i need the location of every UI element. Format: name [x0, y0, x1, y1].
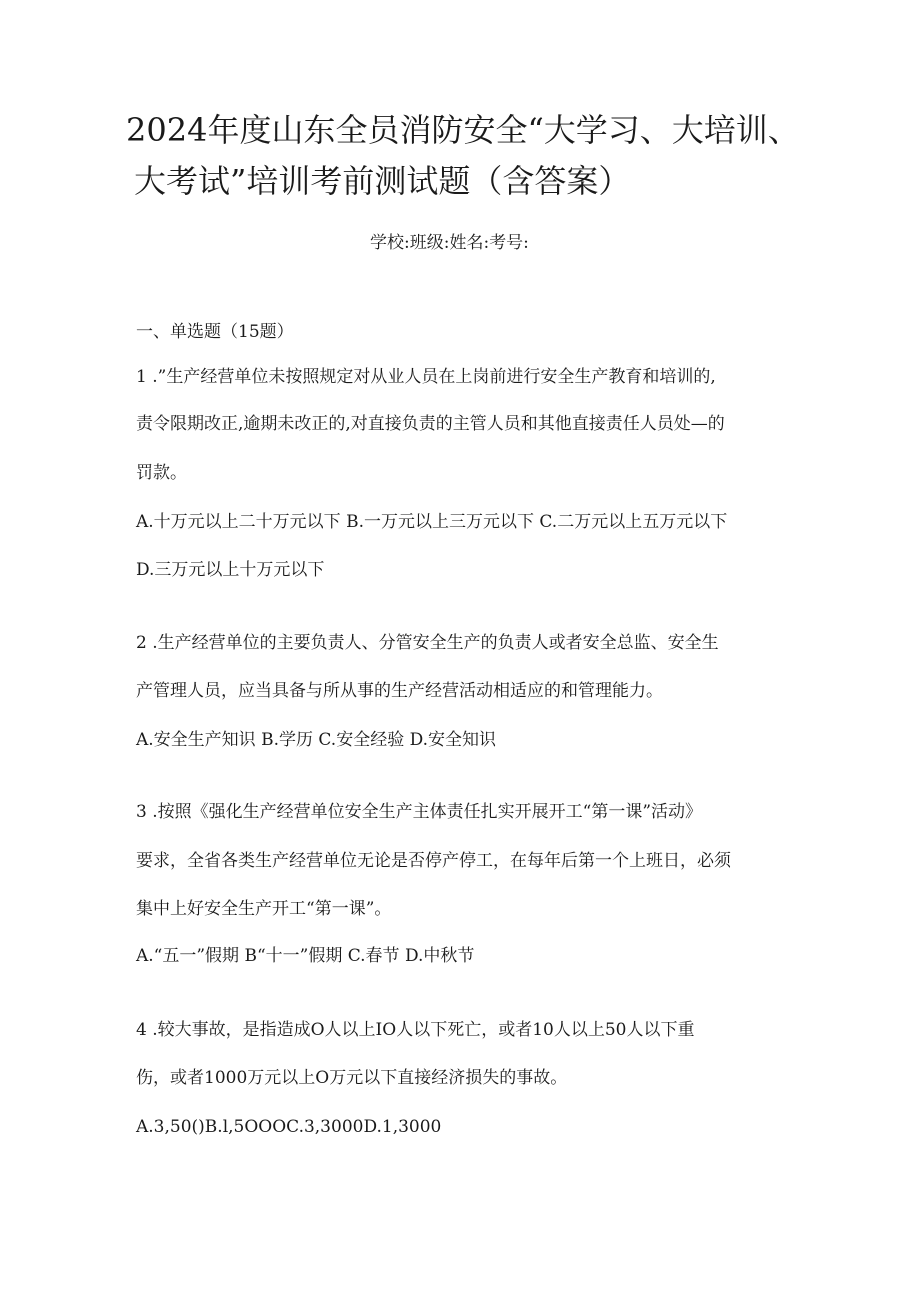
- question-4-line-2: 伤，或者1000万元以上O万元以下直接经济损失的事故。: [136, 1068, 568, 1088]
- question-1-line-1: 1 .”生产经营单位未按照规定对从业人员在上岗前进行安全生产教育和培训的,: [136, 367, 716, 387]
- question-3-line-3: 集中上好安全生产开工“第一课”。: [136, 899, 392, 919]
- question-4-line-1: 4 .较大事故，是指造成O人以上IO人以下死亡，或者10人以上50人以下重: [136, 1020, 695, 1040]
- question-2-line-1: 2 .生产经营单位的主要负责人、分管安全生产的负责人或者安全总监、安全生: [136, 633, 719, 653]
- document-title-line-1: 2024年度山东全员消防安全“大学习、大培训、: [126, 111, 800, 149]
- document-title-line-2: 大考试”培训考前测试题（含答案）: [134, 162, 631, 200]
- question-1-line-3: 罚款。: [136, 463, 187, 483]
- question-3-line-2: 要求，全省各类生产经营单位无论是否停产停工，在每年后第一个上班日，必须: [136, 851, 731, 871]
- question-1-line-2: 责令限期改正,逾期未改正的,对直接负责的主管人员和其他直接责任人员处—的: [136, 414, 725, 434]
- question-1-options-1: A.十万元以上二十万元以下 B.一万元以上三万元以下 C.二万元以上五万元以下: [136, 512, 728, 532]
- question-4-options-1: A.3,50()B.l,5OOOC.3,3000D.1,3000: [136, 1117, 442, 1137]
- question-3-line-1: 3 .按照《强化生产经营单位安全生产主体责任扎实开展开工“第一课”活动》: [136, 802, 703, 822]
- student-info-line: 学校:班级:姓名:考号:: [370, 233, 529, 253]
- question-3-options-1: A.“五一”假期 B“十一”假期 C.春节 D.中秋节: [136, 946, 475, 966]
- question-2-line-2: 产管理人员，应当具备与所从事的生产经营活动相适应的和管理能力。: [136, 681, 663, 701]
- section-heading: 一、单选题（15题）: [136, 322, 294, 342]
- question-1-options-2: D.三万元以上十万元以下: [136, 560, 325, 580]
- question-2-options-1: A.安全生产知识 B.学历 C.安全经验 D.安全知识: [136, 730, 497, 750]
